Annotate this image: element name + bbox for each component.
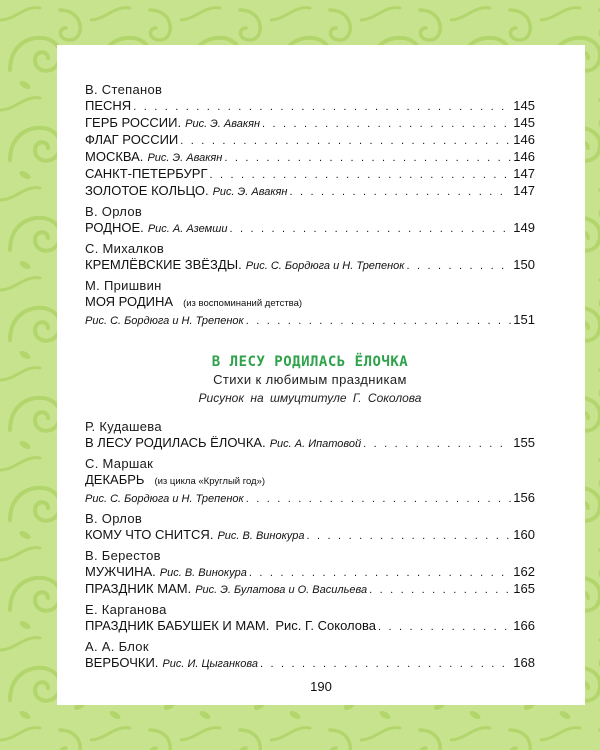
illustrator: Рис. С. Бордюга и Н. Трепенок: [85, 315, 244, 327]
toc-entry: МОСКВА. Рис. Э. Авакян . . . 146: [85, 149, 535, 166]
page-ref: 150: [513, 257, 535, 272]
toc-entry: ФЛАГ РОССИИ . . . 146: [85, 132, 535, 149]
page-number: 190: [310, 679, 332, 694]
author-name: А. А. Блок: [85, 639, 149, 654]
illustrator: Рис. И. Цыганкова: [162, 658, 258, 670]
toc-entry: [85, 312, 535, 329]
illustrator: Рис. Э. Авакян: [147, 152, 223, 164]
page-ref: 156: [513, 490, 535, 505]
page-ref: 155: [513, 435, 535, 450]
toc-entry: САНКТ-ПЕТЕРБУРГ . . . 147: [85, 166, 535, 183]
page-ref: 165: [513, 581, 535, 596]
author-name: В. Степанов: [85, 82, 163, 97]
illustrator: Рис. Э. Авакян: [185, 118, 260, 130]
author-name: В. Орлов: [85, 204, 143, 219]
toc-entry: ДЕКАБРЬ (из цикла «Круглый год»): [85, 472, 535, 490]
page-ref: 162: [513, 564, 535, 579]
page-ref: 146: [513, 132, 535, 147]
section-title: В ЛЕСУ РОДИЛАСЬ ЁЛОЧКА: [211, 354, 409, 370]
subtitle-note: (из воспоминаний детства): [183, 298, 303, 309]
toc-group-berestov: [85, 548, 535, 598]
toc-group-blok: [85, 639, 535, 672]
author-name: Е. Карганова: [85, 602, 167, 617]
author-name: Р. Кудашева: [85, 419, 162, 434]
page-ref: 145: [513, 115, 535, 130]
toc-entry: МУЖЧИНА. Рис. В. Винокура . . . 162: [85, 564, 535, 581]
page-ref: 166: [513, 618, 535, 633]
toc-entry: КОМУ ЧТО СНИТСЯ. Рис. В. Винокура . . . 160: [85, 527, 535, 544]
page-ref: 151: [513, 312, 535, 327]
author-name: С. Михалков: [85, 241, 165, 256]
illustrator: Рис. Э. Авакян: [212, 186, 288, 198]
illustrator: Рис. Г. Соколова: [275, 618, 377, 633]
illustrator: Рис. С. Бордюга и Н. Трепенок: [245, 260, 405, 272]
section-subtitle: Стихи к любимым праздникам: [213, 372, 407, 387]
toc-group-orlov: [85, 204, 535, 237]
toc-group-kudasheva: [85, 419, 535, 452]
author-name: М. Пришвин: [85, 278, 162, 293]
toc-entry: В ЛЕСУ РОДИЛАСЬ ЁЛОЧКА. Рис. А. Ипатовой . . . 155: [85, 435, 535, 452]
section-header: [85, 353, 535, 407]
section-illustration-credit: Рисунок на шмуцтитуле Г. Соколова: [198, 391, 422, 405]
toc-group-orlov-2: [85, 511, 535, 544]
illustrator: Рис. А. Аземши: [147, 223, 228, 235]
toc-group-stepanov: [85, 82, 535, 200]
toc-entry: ЗОЛОТОЕ КОЛЬЦО. Рис. Э. Авакян . . . 147: [85, 183, 535, 200]
author-name: С. Маршак: [85, 456, 154, 471]
toc-entry: ГЕРБ РОССИИ. Рис. Э. Авакян . . . 145: [85, 115, 535, 132]
page-ref: 145: [513, 98, 535, 113]
toc-entry: РОДНОЕ. Рис. А. Аземши . . . 149: [85, 220, 535, 237]
illustrator: Рис. С. Бордюга и Н. Трепенок: [85, 493, 244, 505]
page-ref: 147: [513, 183, 535, 198]
toc-group-mikhalkov: [85, 241, 535, 274]
page-ref: 149: [513, 220, 535, 235]
table-of-contents: [85, 82, 535, 672]
page-ref: 146: [513, 149, 535, 164]
toc-entry: ВЕРБОЧКИ. Рис. И. Цыганкова . . . 168: [85, 655, 535, 672]
illustrator: Рис. В. Винокура: [217, 530, 305, 542]
page-ref: 168: [513, 655, 535, 670]
illustrator: Рис. Э. Булатова и О. Васильева: [195, 584, 368, 596]
toc-entry: МОЯ РОДИНА (из воспоминаний детства): [85, 294, 535, 312]
toc-group-prishvin: [85, 278, 535, 329]
toc-group-marshak: [85, 456, 535, 507]
illustrator: Рис. В. Винокура: [159, 567, 247, 579]
toc-entry: ПЕСНЯ . . . 145: [85, 98, 535, 115]
content-page: [57, 45, 585, 705]
toc-entry: ПРАЗДНИК МАМ. Рис. Э. Булатова и О. Васильева . . . 165: [85, 581, 535, 598]
toc-entry: [85, 490, 535, 507]
subtitle-note: (из цикла «Круглый год»): [154, 476, 266, 487]
toc-group-karganova: [85, 602, 535, 635]
toc-entry: ПРАЗДНИК БАБУШЕК И МАМ. Рис. Г. Соколова . . . 166: [85, 618, 535, 635]
author-name: В. Орлов: [85, 511, 143, 526]
illustrator: Рис. А. Ипатовой: [269, 438, 362, 450]
toc-entry: КРЕМЛЁВСКИЕ ЗВЁЗДЫ. Рис. С. Бордюга и Н. Трепенок . . . 150: [85, 257, 535, 274]
page-ref: 147: [513, 166, 535, 181]
author-name: В. Берестов: [85, 548, 161, 563]
page-ref: 160: [513, 527, 535, 542]
